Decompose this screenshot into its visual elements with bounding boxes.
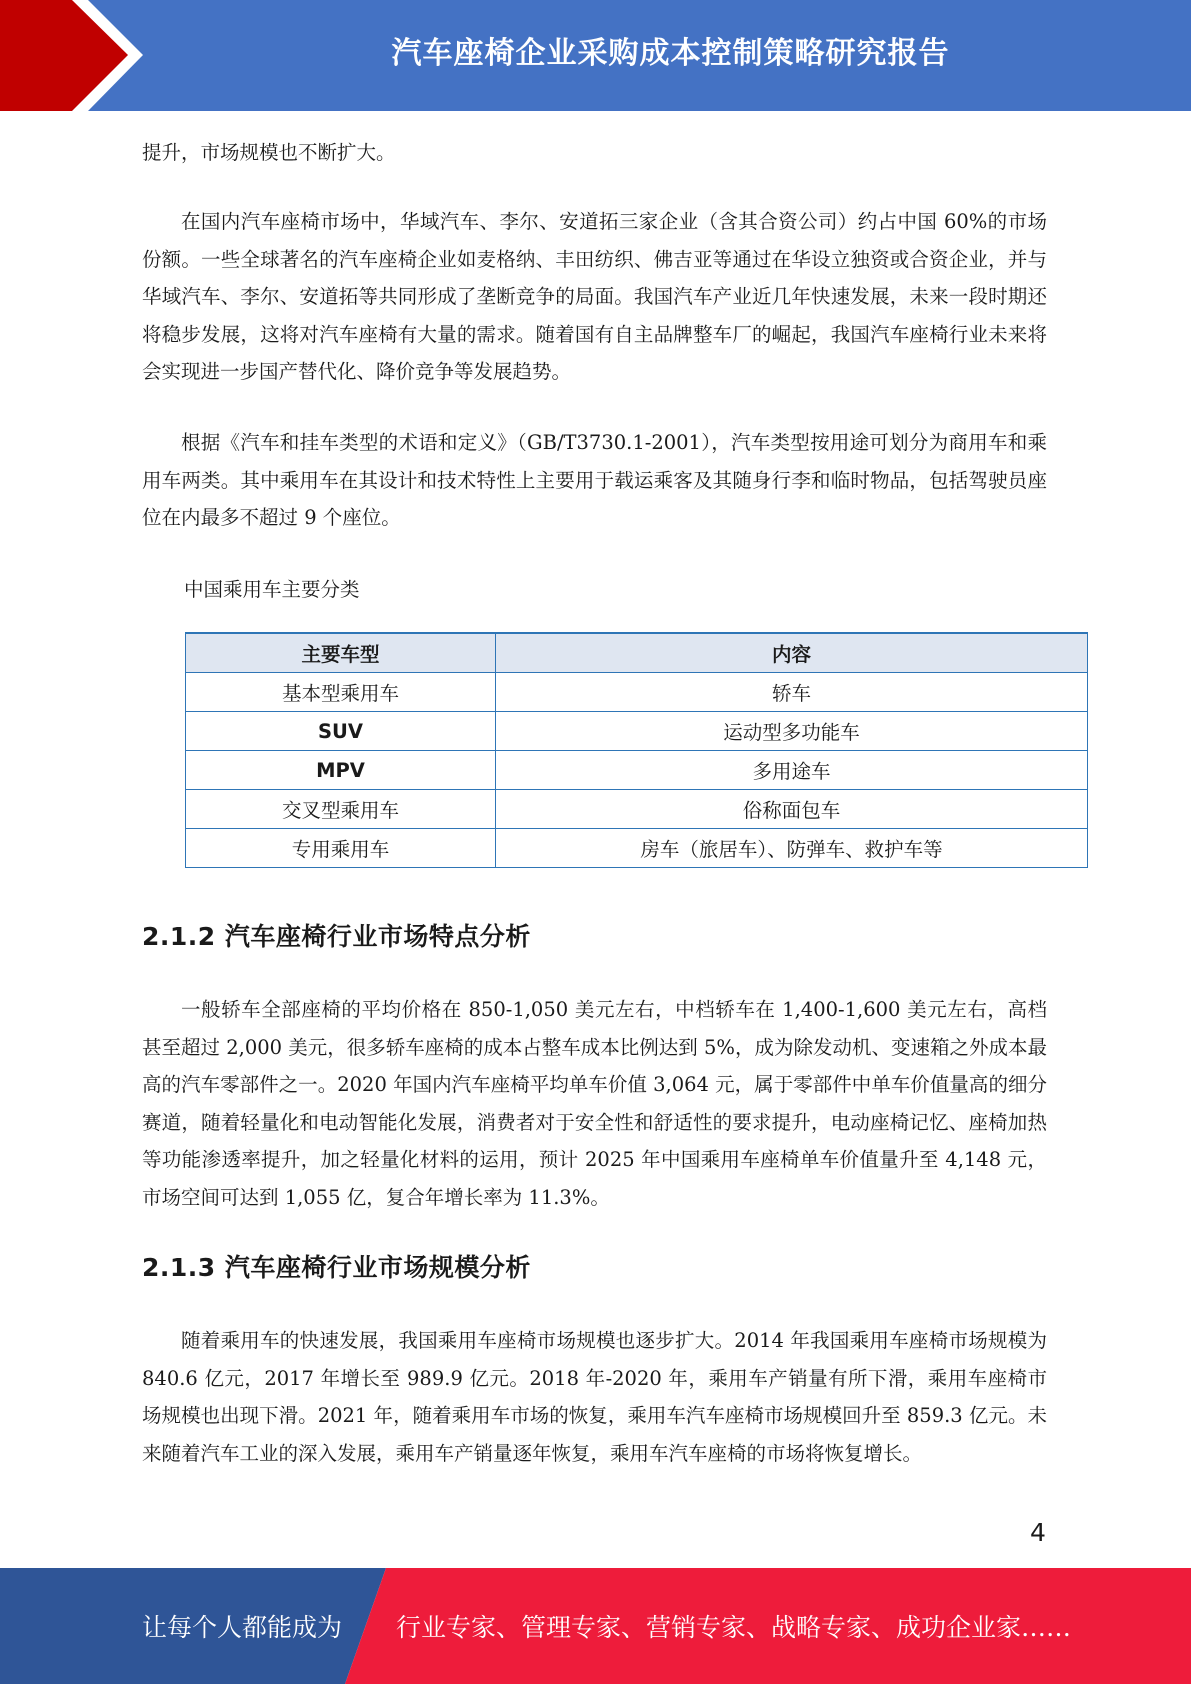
table-header-cell: 主要车型 bbox=[186, 633, 496, 673]
table-cell: 房车（旅居车）、防弹车、救护车等 bbox=[496, 829, 1088, 868]
table-row bbox=[186, 751, 1088, 790]
page-number: 4 bbox=[1030, 1518, 1046, 1547]
red-arrow-ribbon bbox=[0, 0, 150, 111]
paragraph-text: 随着乘用车的快速发展，我国乘用车座椅市场规模也逐步扩大。2014 年我国乘用车座椅市场规模为 840.6 亿元，2017 年增长至 989.9 亿元。2018 年-2020 年，乘用车产销量有所下滑，乘用车座椅市场规模也出现下滑。2021 年，随着乘用车市场的恢复，乘用车汽车座椅市场规模回升至 859.3 亿元。未来随着汽车工业的深入发展，乘用车产销量逐年恢复，乘用车汽车座椅的市场将恢复增长。 bbox=[142, 1329, 1047, 1465]
table-cell: SUV bbox=[186, 712, 496, 751]
section-body-market-features bbox=[142, 991, 1047, 1216]
table-row bbox=[186, 790, 1088, 829]
table-cell: 基本型乘用车 bbox=[186, 673, 496, 712]
paragraph-vehicle-classification bbox=[142, 424, 1047, 537]
table-cell: 多用途车 bbox=[496, 751, 1088, 790]
table-caption: 中国乘用车主要分类 bbox=[184, 578, 360, 601]
section-body-market-size bbox=[142, 1322, 1047, 1472]
paragraph-text: 一般轿车全部座椅的平均价格在 850-1,050 美元左右，中档轿车在 1,400-1,600 美元左右，高档甚至超过 2,000 美元，很多轿车座椅的成本占整车成本比例达到 5%，成为除发动机、变速箱之外成本最高的汽车零部件之一。2020 年国内汽车座椅平均单车价值 3,064 元，属于零部件中单车价值量高的细分赛道，随着轻量化和电动智能化发展，消费者对于安全性和舒适性的要求提升，电动座椅记忆、座椅加热等功能渗透率提升，加之轻量化材料的运用，预计 2025 年中国乘用车座椅单车价值量升至 4,148 元，市场空间可达到 1,055 亿，复合年增长率为 11.3%。 bbox=[142, 998, 1047, 1209]
table-cell: 专用乘用车 bbox=[186, 829, 496, 868]
table-header-cell: 内容 bbox=[496, 633, 1088, 673]
footer-slogan-left: 让每个人都能成为 bbox=[142, 1613, 343, 1642]
section-heading-market-features: 2.1.2 汽车座椅行业市场特点分析 bbox=[142, 922, 531, 951]
table-row bbox=[186, 712, 1088, 751]
table-row bbox=[186, 829, 1088, 868]
paragraph-market-share bbox=[142, 203, 1047, 391]
paragraph-continuation bbox=[142, 134, 1047, 172]
table-cell: 运动型多功能车 bbox=[496, 712, 1088, 751]
table-cell: 交叉型乘用车 bbox=[186, 790, 496, 829]
table-cell: 轿车 bbox=[496, 673, 1088, 712]
footer-banner bbox=[0, 1568, 1191, 1684]
table-cell: 俗称面包车 bbox=[496, 790, 1088, 829]
report-title: 汽车座椅企业采购成本控制策略研究报告 bbox=[391, 36, 950, 71]
table-header-row bbox=[186, 633, 1088, 673]
paragraph-text: 提升，市场规模也不断扩大。 bbox=[142, 141, 396, 164]
header-banner bbox=[0, 0, 1191, 111]
section-heading-market-size: 2.1.3 汽车座椅行业市场规模分析 bbox=[142, 1253, 531, 1282]
paragraph-text: 根据《汽车和挂车类型的术语和定义》（GB/T3730.1-2001），汽车类型按用途可划分为商用车和乘用车两类。其中乘用车在其设计和技术特性上主要用于载运乘客及其随身行李和临时物品，包括驾驶员座位在内最多不超过 9 个座位。 bbox=[142, 431, 1047, 529]
table-cell: MPV bbox=[186, 751, 496, 790]
table-row bbox=[186, 673, 1088, 712]
footer-slogan-right: 行业专家、管理专家、营销专家、战略专家、成功企业家…… bbox=[396, 1613, 1072, 1642]
paragraph-text: 在国内汽车座椅市场中，华域汽车、李尔、安道拓三家企业（含其合资公司）约占中国 60%的市场份额。一些全球著名的汽车座椅企业如麦格纳、丰田纺织、佛吉亚等通过在华设立独资或合资企业，并与华域汽车、李尔、安道拓等共同形成了垄断竞争的局面。我国汽车产业近几年快速发展，未来一段时期还将稳步发展，这将对汽车座椅有大量的需求。随着国有自主品牌整车厂的崛起，我国汽车座椅行业未来将会实现进一步国产替代化、降价竞争等发展趋势。 bbox=[142, 210, 1047, 383]
vehicle-type-table bbox=[185, 632, 1088, 868]
